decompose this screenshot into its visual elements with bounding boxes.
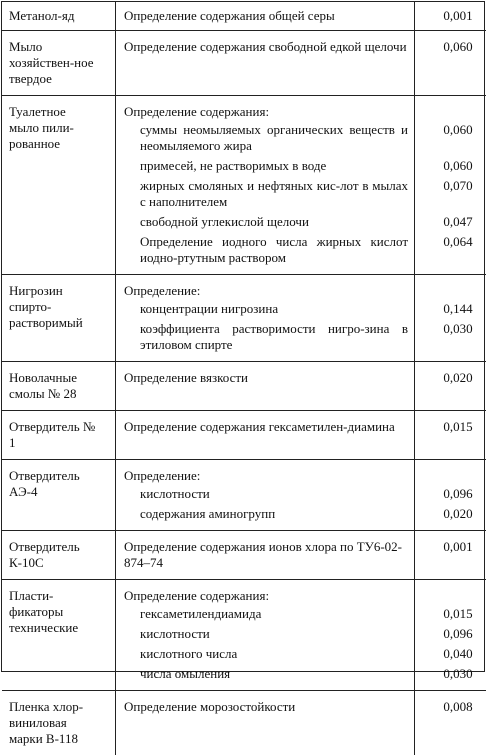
- sub-test: суммы неомыляемых органических веществ и неомыляемого жира: [124, 122, 414, 154]
- table-row: [2, 96, 486, 275]
- norm-value: 0,144: [415, 301, 486, 317]
- material-name: Отвердитель АЭ-4: [9, 468, 99, 500]
- sub-test: Определение иодного числа жирных кислот иодно-ртутным раствором: [124, 234, 414, 266]
- spacer: [415, 468, 486, 484]
- norm-value: 0,096: [415, 626, 486, 642]
- norm-value: 0,060: [415, 158, 486, 174]
- test-description: Определение:: [124, 283, 414, 299]
- table-row: [2, 411, 486, 460]
- test-description: Определение содержания свободной едкой щелочи: [124, 39, 414, 55]
- sub-test: кислотного числа: [124, 646, 414, 662]
- test-description: Определение содержания общей серы: [124, 8, 414, 24]
- norm-value: 0,001: [415, 539, 486, 555]
- spacer: [415, 104, 486, 120]
- test-description: Определение содержания:: [124, 588, 414, 604]
- norm-value: 0,040: [415, 646, 486, 662]
- table-row: [2, 362, 486, 411]
- material-name: Нигрозин спирто-растворимый: [9, 283, 99, 331]
- table-row: [2, 531, 486, 580]
- material-name: Отвердитель № 1: [9, 419, 99, 451]
- material-name: Новолачные смолы № 28: [9, 370, 99, 402]
- table-row: [2, 580, 486, 691]
- norm-value: 0,060: [415, 122, 486, 138]
- sub-test: коэффициента растворимости нигро-зина в этиловом спирте: [124, 321, 414, 353]
- test-description: Определение содержания ионов хлора по ТУ6-02-874–74: [124, 539, 414, 571]
- norm-value: 0,070: [415, 178, 486, 194]
- material-name: Мыло хозяйствен-ное твердое: [9, 39, 99, 87]
- test-description: Определение:: [124, 468, 414, 484]
- norm-value: 0,015: [415, 606, 486, 622]
- norm-value: 0,008: [415, 699, 486, 715]
- norm-value: 0,096: [415, 486, 486, 502]
- norm-value: 0,020: [415, 506, 486, 522]
- test-description: Определение морозостойкости: [124, 699, 414, 715]
- spacer: [415, 283, 486, 299]
- sub-test: кислотности: [124, 486, 414, 502]
- norm-value: 0,001: [415, 8, 486, 24]
- table-row: [2, 2, 486, 31]
- test-description: Определение содержания гексаметилен-диамина: [124, 419, 414, 435]
- norm-value: 0,060: [415, 39, 486, 55]
- sub-test: гексаметилендиамида: [124, 606, 414, 622]
- norm-value: 0,020: [415, 370, 486, 386]
- table-row: [2, 460, 486, 531]
- material-name: Отвердитель К-10С: [9, 539, 99, 571]
- sub-test: примесей, не растворимых в воде: [124, 158, 414, 174]
- spacer: [415, 588, 486, 604]
- sub-test: числа омыления: [124, 666, 414, 682]
- analysis-table: [2, 2, 486, 755]
- sub-test: содержания аминогрупп: [124, 506, 414, 522]
- sub-test: кислотности: [124, 626, 414, 642]
- test-description: Определение вязкости: [124, 370, 414, 386]
- norm-value: 0,047: [415, 214, 486, 230]
- table-row: [2, 31, 486, 96]
- norm-value: 0,030: [415, 666, 486, 682]
- test-description: Определение содержания:: [124, 104, 414, 120]
- material-name: Пленка хлор-виниловая марки В-118: [9, 699, 99, 747]
- material-name: Пласти-фикаторы технические: [9, 588, 99, 636]
- material-name: Туалетное мыло пили-рованное: [9, 104, 95, 152]
- sub-test: концентрации нигрозина: [124, 301, 414, 317]
- sub-test: жирных смоляных и нефтяных кис-лот в мылах с наполнителем: [124, 178, 414, 210]
- table-row: [2, 275, 486, 362]
- material-name: Метанол-яд: [9, 8, 115, 24]
- table-row: [2, 691, 486, 755]
- norm-value: 0,030: [415, 321, 486, 337]
- norm-value: 0,064: [415, 234, 486, 250]
- norm-value: 0,015: [415, 419, 486, 435]
- sub-test: свободной углекислой щелочи: [124, 214, 414, 230]
